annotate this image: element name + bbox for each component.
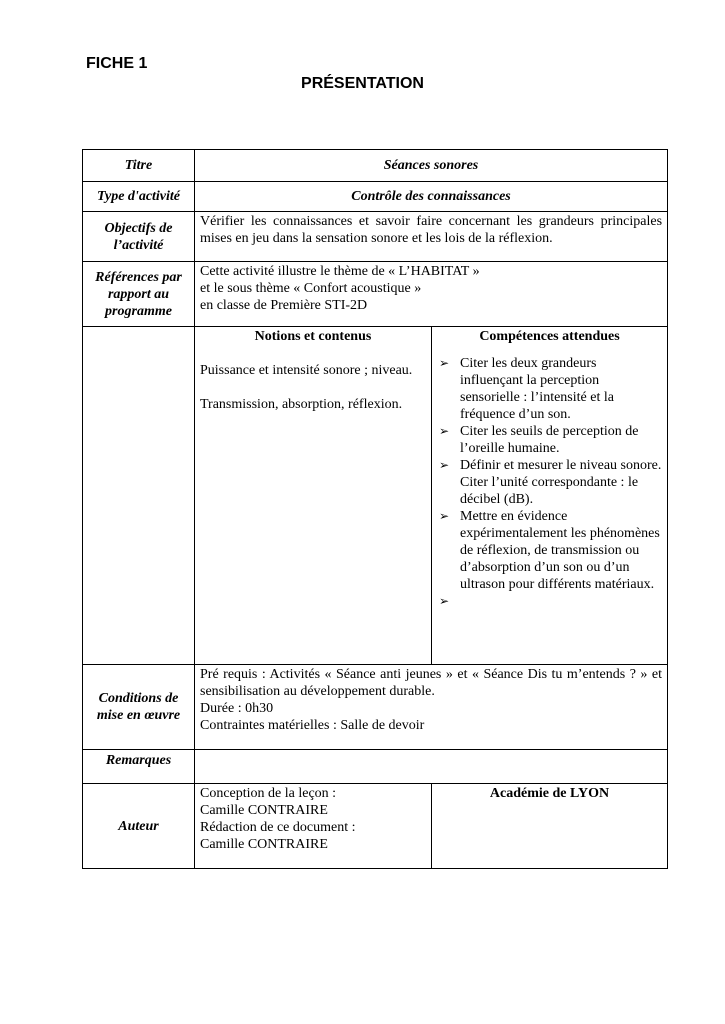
label-conditions bbox=[83, 665, 195, 750]
references-line2: et le sous thème « Confort acoustique » bbox=[200, 281, 422, 296]
page-title: PRÉSENTATION bbox=[301, 75, 424, 92]
list-item bbox=[437, 423, 662, 457]
notions-item-1: Puissance et intensité sonore ; niveau. bbox=[200, 363, 413, 378]
fiche-number: FICHE 1 bbox=[86, 55, 148, 72]
row-auteur bbox=[83, 784, 668, 869]
notions-cell bbox=[195, 327, 432, 665]
list-item bbox=[437, 457, 662, 508]
list-item bbox=[437, 508, 662, 593]
arrow-bullet-icon: ➢ bbox=[439, 356, 450, 370]
row-remarques bbox=[83, 750, 668, 784]
row-objectifs bbox=[83, 212, 668, 262]
label-conditions-line1: Conditions de bbox=[98, 691, 179, 706]
label-references-line1: Références par bbox=[95, 269, 182, 285]
row-notions-competences bbox=[83, 327, 668, 665]
arrow-bullet-icon: ➢ bbox=[439, 458, 450, 472]
competence-text: Mettre en évidence expérimentalement les phénomènes de réflexion, de transmission ou d’absorption d’un son ou d’un ultrason pour différents matériaux. bbox=[460, 509, 660, 592]
notions-header: Notions et contenus bbox=[254, 329, 372, 344]
references-line3: en classe de Première STI-2D bbox=[200, 298, 368, 313]
presentation-table bbox=[82, 149, 668, 869]
label-references bbox=[83, 262, 195, 327]
label-references-line2: rapport au bbox=[107, 286, 170, 302]
auteur-line1: Conception de la leçon : bbox=[200, 786, 337, 801]
value-titre: Séances sonores bbox=[195, 150, 668, 182]
competences-header: Compétences attendues bbox=[479, 329, 620, 344]
value-auteur bbox=[195, 784, 432, 869]
label-auteur: Auteur bbox=[83, 784, 195, 869]
competence-text: Définir et mesurer le niveau sonore. Citer l’unité correspondante : le décibel (dB). bbox=[460, 458, 662, 507]
arrow-bullet-icon: ➢ bbox=[439, 594, 450, 608]
label-titre: Titre bbox=[83, 150, 195, 182]
value-type-text: Contrôle des connaissances bbox=[351, 189, 511, 204]
row-type bbox=[83, 182, 668, 212]
value-references bbox=[195, 262, 668, 327]
label-empty bbox=[83, 327, 195, 665]
competence-text: Citer les seuils de perception de l’oreille humaine. bbox=[460, 424, 639, 456]
conditions-contraintes: Contraintes matérielles : Salle de devoir bbox=[200, 718, 425, 733]
auteur-line2: Camille CONTRAIRE bbox=[200, 803, 328, 818]
conditions-duree: Durée : 0h30 bbox=[200, 701, 274, 716]
label-objectifs-line2: l’activité bbox=[113, 237, 164, 253]
row-references bbox=[83, 262, 668, 327]
arrow-bullet-icon: ➢ bbox=[439, 509, 450, 523]
value-type bbox=[195, 182, 668, 212]
references-line1: Cette activité illustre le thème de « L’HABITAT » bbox=[200, 264, 480, 279]
label-conditions-line2: mise en œuvre bbox=[96, 708, 181, 723]
auteur-line4: Camille CONTRAIRE bbox=[200, 837, 328, 852]
label-objectifs-line1: Objectifs de bbox=[104, 220, 173, 236]
arrow-bullet-icon: ➢ bbox=[439, 424, 450, 438]
conditions-prerequis: Pré requis : Activités « Séance anti jeunes » et « Séance Dis tu m’entends ? » et sensibilisation au développement durable. bbox=[200, 667, 663, 699]
row-conditions bbox=[83, 665, 668, 750]
label-remarques: Remarques bbox=[83, 750, 195, 784]
competences-list bbox=[437, 355, 662, 610]
label-references-line3: programme bbox=[105, 303, 172, 319]
academie: Académie de LYON bbox=[432, 784, 668, 869]
value-objectifs: Vérifier les connaissances et savoir faire concernant les grandeurs principales mises en jeu dans la sensation sonore et les lois de la réflexion. bbox=[195, 212, 668, 262]
value-remarques bbox=[195, 750, 668, 784]
label-objectifs bbox=[83, 212, 195, 262]
value-conditions bbox=[195, 665, 668, 750]
list-item bbox=[437, 355, 662, 423]
label-type: Type d'activité bbox=[83, 182, 195, 212]
row-titre bbox=[83, 150, 668, 182]
competence-text: Citer les deux grandeurs influençant la perception sensorielle : l’intensité et la fréquence d’un son. bbox=[460, 356, 614, 422]
list-item bbox=[437, 593, 662, 610]
competences-cell bbox=[432, 327, 668, 665]
auteur-line3: Rédaction de ce document : bbox=[200, 820, 356, 835]
notions-item-2: Transmission, absorption, réflexion. bbox=[200, 397, 403, 412]
